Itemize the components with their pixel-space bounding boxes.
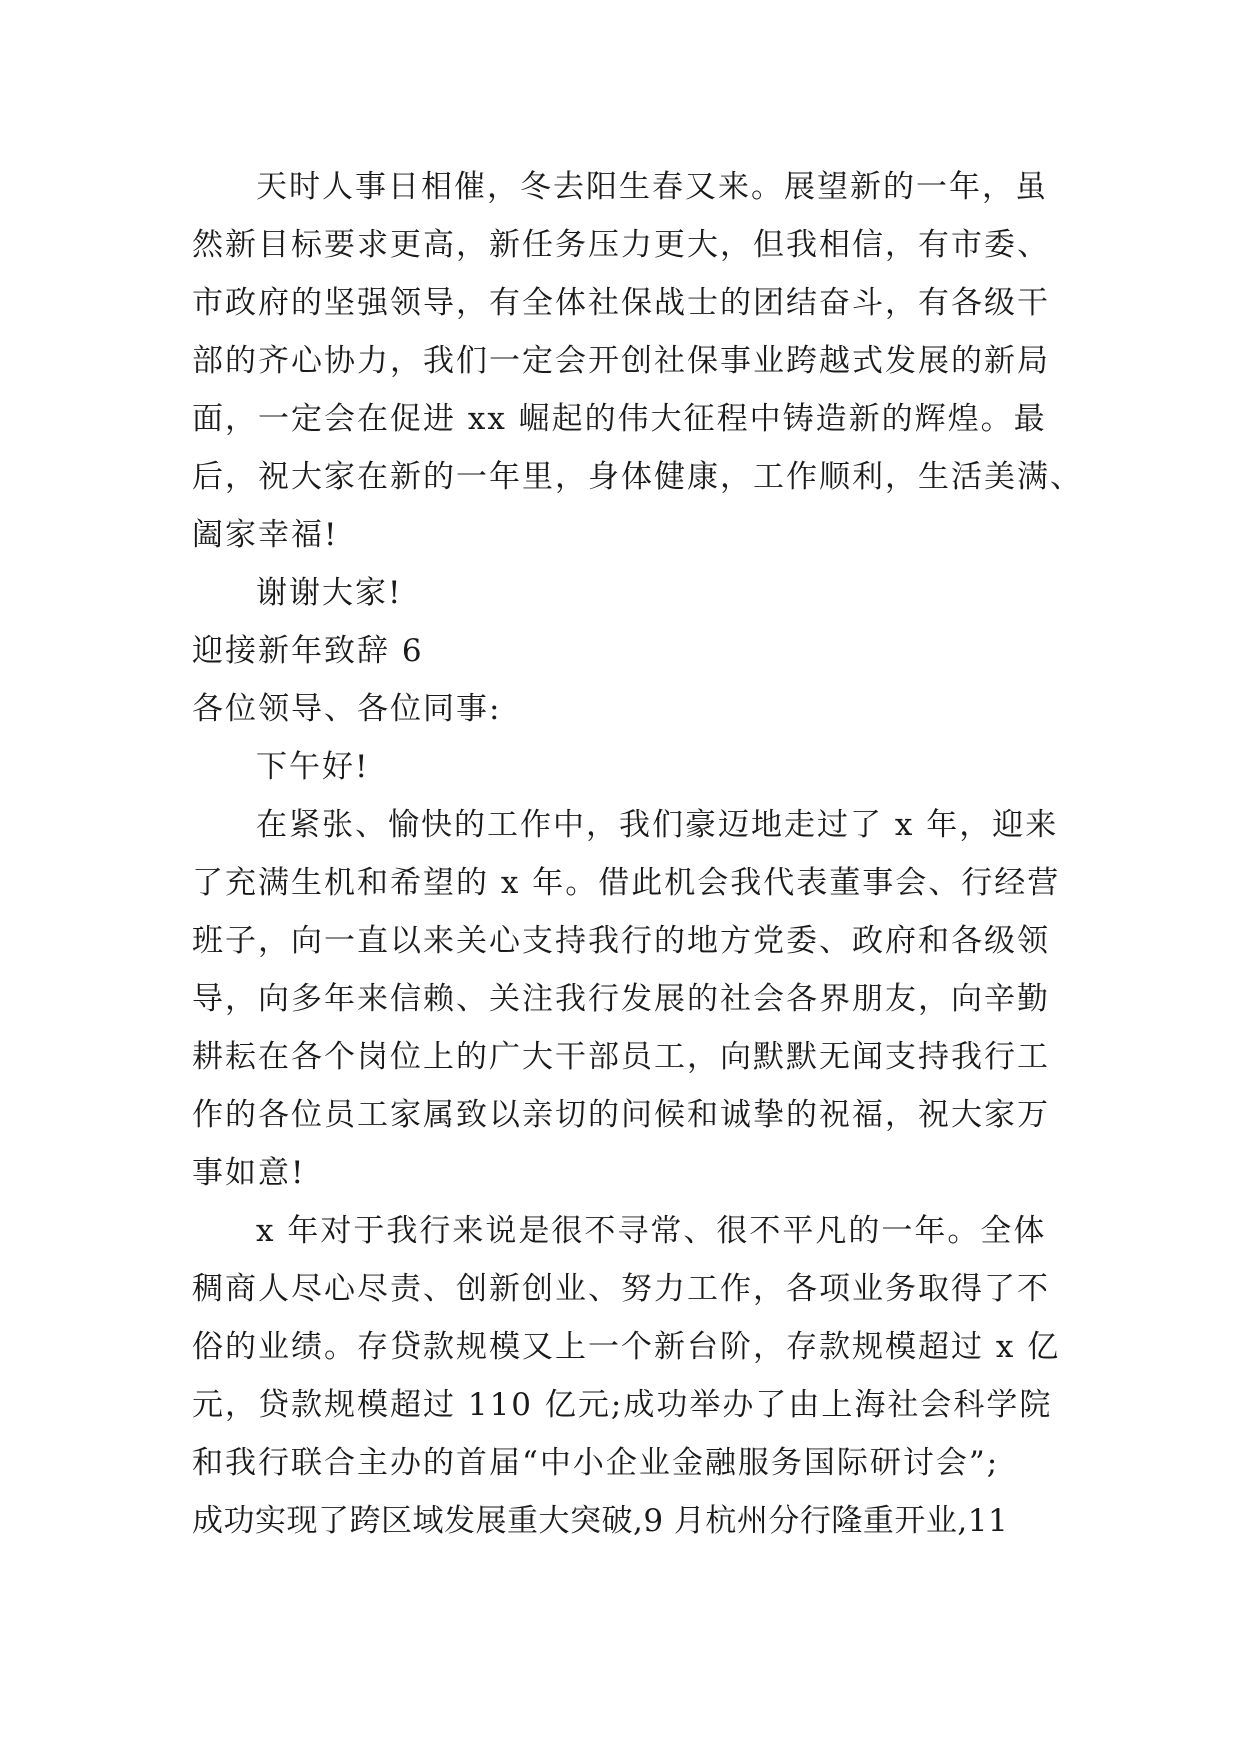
text-line: 天时人事日相催，冬去阳生春又来。展望新的一年，虽 [256, 169, 1048, 205]
text-line: x 年对于我行来说是很不寻常、很不平凡的一年。全体 [256, 1213, 1047, 1249]
text-line: 导，向多年来信赖、关注我行发展的社会各界朋友，向辛勤 [192, 981, 1050, 1017]
text-line: 了充满生机和希望的 x 年。借此机会我代表董事会、行经营 [192, 865, 1061, 901]
text-line: 后，祝大家在新的一年里，身体健康，工作顺利，生活美满、 [192, 459, 1083, 495]
text-line: 稠商人尽心尽责、创新创业、努力工作，各项业务取得了不 [192, 1271, 1050, 1307]
thanks-line: 谢谢大家! [256, 575, 403, 611]
text-line: 和我行联合主办的首届“中小企业金融服务国际研讨会”; [192, 1445, 1000, 1481]
text-line: 元，贷款规模超过 110 亿元;成功举办了由上海社会科学院 [192, 1387, 1053, 1423]
text-line: 耕耘在各个岗位上的广大干部员工，向默默无闻支持我行工 [192, 1039, 1050, 1075]
text-line: 成功实现了跨区域发展重大突破,9 月杭州分行隆重开业,11 [192, 1503, 1009, 1539]
salutation: 各位领导、各位同事: [192, 691, 502, 727]
text-line: 然新目标要求更高，新任务压力更大，但我相信，有市委、 [192, 227, 1050, 263]
text-line: 在紧张、愉快的工作中，我们豪迈地走过了 x 年，迎来 [256, 807, 1059, 843]
text-line: 事如意! [192, 1155, 306, 1191]
section-heading: 迎接新年致辞 6 [192, 633, 424, 669]
text-line: 作的各位员工家属致以亲切的问候和诚挚的祝福，祝大家万 [192, 1097, 1050, 1133]
text-line: 班子，向一直以来关心支持我行的地方党委、政府和各级领 [192, 923, 1050, 959]
document-body [192, 158, 1083, 1550]
text-line: 阖家幸福! [192, 517, 339, 553]
text-line: 俗的业绩。存贷款规模又上一个新台阶，存款规模超过 x 亿 [192, 1329, 1061, 1365]
text-line: 部的齐心协力，我们一定会开创社保事业跨越式发展的新局 [192, 343, 1050, 379]
greeting: 下午好! [256, 749, 370, 785]
text-line: 市政府的坚强领导，有全体社保战士的团结奋斗，有各级干 [192, 285, 1050, 321]
text-line: 面，一定会在促进 xx 崛起的伟大征程中铸造新的辉煌。最 [192, 401, 1047, 437]
